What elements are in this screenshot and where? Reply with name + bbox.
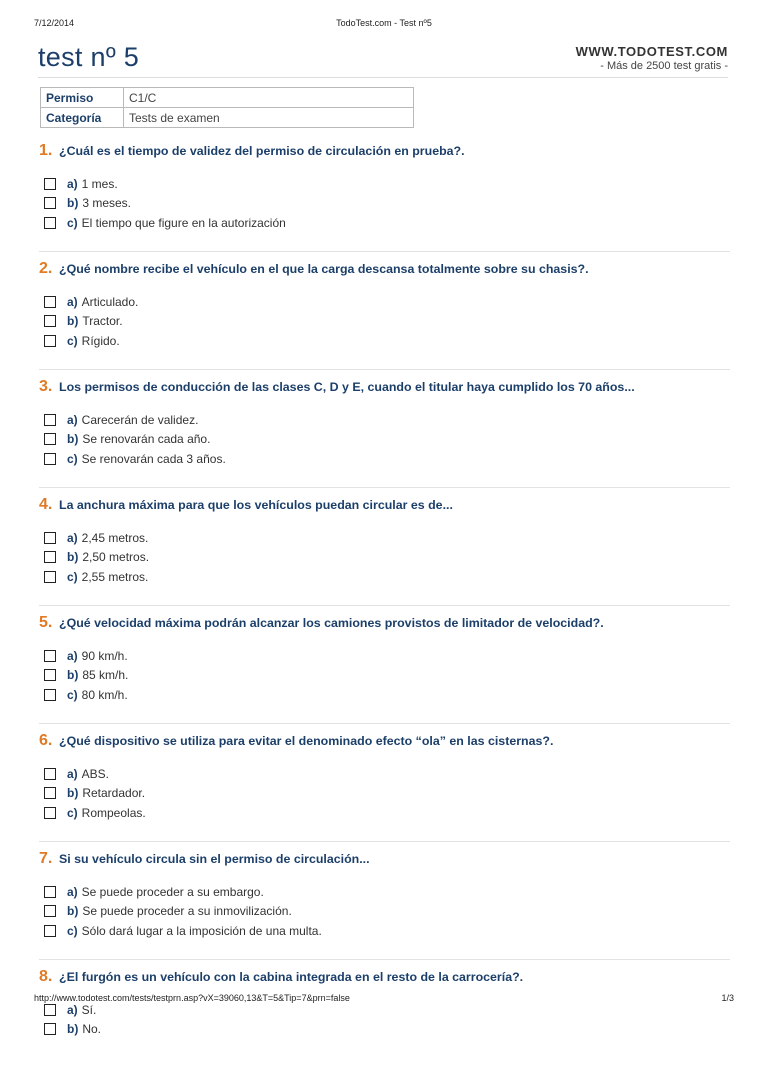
option-letter: a) xyxy=(67,294,78,309)
question-number: 3. xyxy=(39,378,53,395)
option-letter: c) xyxy=(67,451,78,466)
option-text: Sólo dará lugar a la imposición de una multa. xyxy=(81,923,322,938)
answer-checkbox[interactable] xyxy=(44,689,56,701)
answer-checkbox[interactable] xyxy=(44,414,56,426)
question-5 xyxy=(39,606,730,724)
question-header xyxy=(39,614,730,638)
question-header xyxy=(39,968,730,992)
answer-options xyxy=(39,646,730,705)
option-text: 2,50 metros. xyxy=(82,550,150,565)
question-4 xyxy=(39,488,730,606)
question-text: ¿Cuál es el tiempo de validez del permiso de circulación en prueba?. xyxy=(59,144,465,158)
question-header xyxy=(39,496,730,520)
option-letter: c) xyxy=(67,333,78,348)
answer-checkbox[interactable] xyxy=(44,571,56,583)
answer-option[interactable] xyxy=(39,213,730,233)
option-text: ABS. xyxy=(81,766,110,781)
option-letter: c) xyxy=(67,569,78,584)
option-text: 85 km/h. xyxy=(82,668,129,683)
answer-option[interactable] xyxy=(39,430,730,450)
question-number: 2. xyxy=(39,260,53,277)
option-text: 90 km/h. xyxy=(81,648,128,663)
answer-checkbox[interactable] xyxy=(44,315,56,327)
option-text: No. xyxy=(82,1022,102,1037)
option-text: 80 km/h. xyxy=(81,687,128,702)
option-text: Carecerán de validez. xyxy=(81,412,199,427)
option-letter: a) xyxy=(67,884,78,899)
answer-checkbox[interactable] xyxy=(44,650,56,662)
question-number: 5. xyxy=(39,614,53,631)
option-text: Articulado. xyxy=(81,294,139,309)
question-number: 8. xyxy=(39,968,53,985)
question-2 xyxy=(39,252,730,370)
question-header xyxy=(39,732,730,756)
page-title: test nº 5 xyxy=(38,42,140,72)
answer-option[interactable] xyxy=(39,784,730,804)
option-letter: a) xyxy=(67,412,78,427)
question-list xyxy=(39,142,730,1077)
answer-option[interactable] xyxy=(39,803,730,823)
answer-options xyxy=(39,528,730,587)
answer-option[interactable] xyxy=(39,194,730,214)
info-value: C1/C xyxy=(124,88,414,108)
question-text: ¿Qué dispositivo se utiliza para evitar el denominado efecto “ola” en las cisternas?. xyxy=(59,734,554,748)
question-header xyxy=(39,850,730,874)
info-label: Permiso xyxy=(41,88,124,108)
answer-checkbox[interactable] xyxy=(44,217,56,229)
option-letter: a) xyxy=(67,766,78,781)
answer-checkbox[interactable] xyxy=(44,433,56,445)
question-number: 7. xyxy=(39,850,53,867)
answer-checkbox[interactable] xyxy=(44,178,56,190)
answer-option[interactable] xyxy=(39,646,730,666)
answer-option[interactable] xyxy=(39,882,730,902)
print-header xyxy=(34,18,734,32)
option-letter: b) xyxy=(67,1022,79,1037)
option-letter: c) xyxy=(67,805,78,820)
question-text: ¿El furgón es un vehículo con la cabina integrada en el resto de la carrocería?. xyxy=(59,970,524,984)
option-letter: b) xyxy=(67,196,79,211)
print-url: http://www.todotest.com/tests/testprn.asp?vX=39060,13&T=5&Tip=7&prn=false xyxy=(34,993,350,1003)
answer-option[interactable] xyxy=(39,292,730,312)
question-header xyxy=(39,378,730,402)
question-header xyxy=(39,142,730,166)
answer-option[interactable] xyxy=(39,410,730,430)
question-6 xyxy=(39,724,730,842)
option-letter: c) xyxy=(67,923,78,938)
option-letter: c) xyxy=(67,215,78,230)
answer-checkbox[interactable] xyxy=(44,669,56,681)
answer-checkbox[interactable] xyxy=(44,787,56,799)
answer-option[interactable] xyxy=(39,902,730,922)
option-letter: c) xyxy=(67,687,78,702)
option-letter: b) xyxy=(67,432,79,447)
option-text: Se renovarán cada año. xyxy=(82,432,211,447)
answer-checkbox[interactable] xyxy=(44,335,56,347)
answer-option[interactable] xyxy=(39,1020,730,1040)
question-1 xyxy=(39,142,730,252)
answer-checkbox[interactable] xyxy=(44,551,56,563)
option-text: 1 mes. xyxy=(81,176,118,191)
option-text: 2,45 metros. xyxy=(81,530,149,545)
answer-checkbox[interactable] xyxy=(44,1023,56,1035)
print-page-title: TodoTest.com - Test nº5 xyxy=(336,18,432,28)
answer-option[interactable] xyxy=(39,449,730,469)
option-letter: a) xyxy=(67,1002,78,1017)
answer-options xyxy=(39,882,730,941)
option-letter: b) xyxy=(67,314,79,329)
option-text: Se renovarán cada 3 años. xyxy=(81,451,226,466)
option-text: Tractor. xyxy=(82,314,123,329)
info-row-categoria xyxy=(41,108,414,128)
option-letter: a) xyxy=(67,176,78,191)
answer-checkbox[interactable] xyxy=(44,453,56,465)
question-text: ¿Qué nombre recibe el vehículo en el que la carga descansa totalmente sobre su chasis?. xyxy=(59,262,589,276)
site-tagline: - Más de 2500 test gratis - xyxy=(600,60,728,72)
option-text: Se puede proceder a su inmovilización. xyxy=(82,904,292,919)
question-number: 1. xyxy=(39,142,53,159)
answer-option[interactable] xyxy=(39,567,730,587)
option-text: El tiempo que figure en la autorización xyxy=(81,215,286,230)
option-text: Retardador. xyxy=(82,786,146,801)
answer-option[interactable] xyxy=(39,666,730,686)
site-name[interactable]: WWW.TODOTEST.COM xyxy=(575,44,728,59)
answer-option[interactable] xyxy=(39,312,730,332)
question-text: Si su vehículo circula sin el permiso de circulación... xyxy=(59,852,370,866)
info-label: Categoría xyxy=(41,108,124,128)
question-text: ¿Qué velocidad máxima podrán alcanzar los camiones provistos de limitador de velocidad?. xyxy=(59,616,604,630)
answer-checkbox[interactable] xyxy=(44,905,56,917)
answer-option[interactable] xyxy=(39,685,730,705)
option-text: 3 meses. xyxy=(82,196,132,211)
option-text: Sí. xyxy=(81,1002,97,1017)
test-info-table xyxy=(40,87,414,128)
answer-checkbox[interactable] xyxy=(44,296,56,308)
option-text: Se puede proceder a su embargo. xyxy=(81,884,264,899)
option-letter: b) xyxy=(67,786,79,801)
question-7 xyxy=(39,842,730,960)
option-letter: b) xyxy=(67,550,79,565)
answer-checkbox[interactable] xyxy=(44,532,56,544)
option-letter: b) xyxy=(67,668,79,683)
answer-checkbox[interactable] xyxy=(44,886,56,898)
question-header xyxy=(39,260,730,284)
option-letter: a) xyxy=(67,648,78,663)
page-counter: 1/3 xyxy=(721,993,734,1003)
answer-option[interactable] xyxy=(39,331,730,351)
answer-options xyxy=(39,410,730,469)
question-number: 4. xyxy=(39,496,53,513)
answer-options xyxy=(39,292,730,351)
print-date: 7/12/2014 xyxy=(34,18,75,28)
answer-checkbox[interactable] xyxy=(44,807,56,819)
answer-option[interactable] xyxy=(39,921,730,941)
info-row-permiso xyxy=(41,88,414,108)
answer-checkbox[interactable] xyxy=(44,197,56,209)
answer-checkbox[interactable] xyxy=(44,925,56,937)
option-text: Rígido. xyxy=(81,333,120,348)
answer-option[interactable] xyxy=(39,528,730,548)
answer-options xyxy=(39,174,730,233)
answer-option[interactable] xyxy=(39,548,730,568)
answer-option[interactable] xyxy=(39,174,730,194)
print-footer xyxy=(34,993,734,1007)
answer-checkbox[interactable] xyxy=(44,768,56,780)
answer-option[interactable] xyxy=(39,764,730,784)
site-brand xyxy=(576,44,728,72)
answer-options xyxy=(39,764,730,823)
question-8 xyxy=(39,960,730,1077)
question-text: Los permisos de conducción de las clases C, D y E, cuando el titular haya cumplido los 70 años... xyxy=(59,380,635,394)
header-divider xyxy=(38,77,728,78)
question-3 xyxy=(39,370,730,488)
option-letter: a) xyxy=(67,530,78,545)
option-text: Rompeolas. xyxy=(81,805,146,820)
info-value: Tests de examen xyxy=(124,108,414,128)
question-number: 6. xyxy=(39,732,53,749)
question-text: La anchura máxima para que los vehículos puedan circular es de... xyxy=(59,498,453,512)
option-text: 2,55 metros. xyxy=(81,569,149,584)
option-letter: b) xyxy=(67,904,79,919)
